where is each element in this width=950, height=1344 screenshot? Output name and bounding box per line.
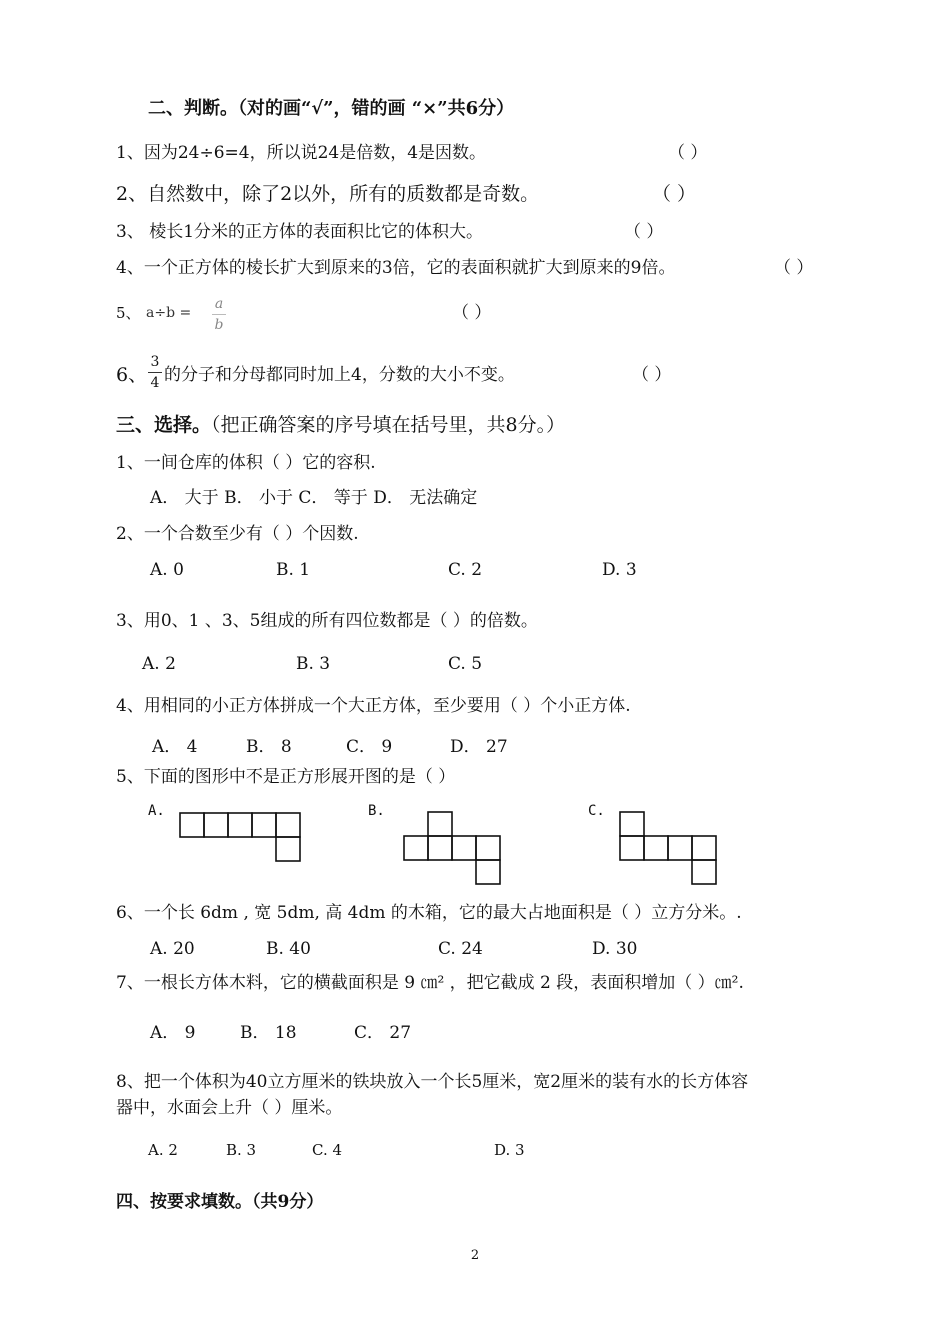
page-number: 2 xyxy=(470,1248,480,1263)
judge-q2-paren: （ ） xyxy=(652,183,697,205)
choice-q4-option-a: A． 4 xyxy=(152,737,198,757)
judge-q5-expr: a÷b = xyxy=(146,305,192,321)
section-3-title-rest: （把正确答案的序号填在括号里，共8分。） xyxy=(211,414,566,436)
choice-q3-option-b: B. 3 xyxy=(296,654,331,674)
choice-q3: 3、用0、1 、3、5组成的所有四位数都是（ ）的倍数。 xyxy=(116,611,538,631)
judge-q5-number: 5、 xyxy=(116,304,141,322)
choice-q4: 4、用相同的小正方体拼成一个大正方体，至少要用（ ）个小正方体. xyxy=(116,696,631,716)
choice-q8-option-c: C. 4 xyxy=(312,1141,343,1159)
choice-q1-options: A． 大于 B． 小于 C． 等于 D． 无法确定 xyxy=(150,488,478,508)
choice-q8-option-a: A. 2 xyxy=(148,1141,178,1159)
judge-q1-paren: （ ） xyxy=(668,143,708,163)
choice-q6-option-c: C. 24 xyxy=(438,939,483,959)
section-4-title: 四、按要求填数。（共9分） xyxy=(116,1192,324,1212)
choice-q2: 2、一个合数至少有（ ）个因数. xyxy=(116,524,359,544)
judge-q6-paren: （ ） xyxy=(632,365,672,385)
choice-q5-option-b: B. xyxy=(368,803,385,819)
choice-q2-option-b: B. 1 xyxy=(276,560,311,580)
choice-q4-option-d: D． 27 xyxy=(450,737,508,757)
judge-q3-paren: （ ） xyxy=(624,222,664,242)
choice-q6-option-a: A. 20 xyxy=(150,939,195,959)
choice-q8-line2: 器中，水面会上升（ ）厘米。 xyxy=(116,1098,343,1118)
choice-q8-option-b: B. 3 xyxy=(226,1141,257,1159)
section-2-title: 二、判断。（对的画“√”，错的画 “×”共6分） xyxy=(148,98,515,119)
choice-q2-option-d: D. 3 xyxy=(602,560,637,580)
judge-q6-fraction xyxy=(148,354,162,391)
choice-q1: 1、一间仓库的体积（ ）它的容积. xyxy=(116,453,376,473)
choice-q5: 5、下面的图形中不是正方形展开图的是（ ） xyxy=(116,767,456,787)
choice-q6-option-d: D. 30 xyxy=(592,939,638,959)
fraction-bar xyxy=(148,372,162,373)
choice-q3-option-c: C. 5 xyxy=(448,654,483,674)
judge-q3: 3、 棱长1分米的正方体的表面积比它的体积大。 xyxy=(116,222,484,242)
choice-q6: 6、一个长 6dm , 宽 5dm, 高 4dm 的木箱，它的最大占地面积是（ ）立方分米。. xyxy=(116,903,742,923)
fraction-numerator: 3 xyxy=(150,354,160,370)
net-diagram-c xyxy=(618,810,720,888)
choice-q8-option-d: D. 3 xyxy=(494,1141,525,1159)
choice-q7-option-b: B． 18 xyxy=(240,1023,297,1043)
section-3-title-bold: 三、选择。 xyxy=(116,414,212,436)
choice-q7: 7、一根长方体木料，它的横截面积是 9 ㎝² ，把它截成 2 段，表面积增加（ ）㎝². xyxy=(116,973,744,993)
judge-q4-paren: （ ） xyxy=(774,258,814,278)
judge-q1: 1、因为24÷6=4，所以说24是倍数，4是因数。 xyxy=(116,143,487,163)
choice-q8-line1: 8、把一个体积为40立方厘米的铁块放入一个长5厘米，宽2厘米的装有水的长方体容 xyxy=(116,1072,749,1092)
judge-q6-number: 6、 xyxy=(116,364,148,386)
judge-q6: 的分子和分母都同时加上4，分数的大小不变。 xyxy=(164,365,515,385)
section-3-title xyxy=(116,414,565,437)
choice-q6-option-b: B. 40 xyxy=(266,939,311,959)
judge-q2: 2、自然数中，除了2以外，所有的质数都是奇数。 xyxy=(116,183,540,205)
choice-q2-option-c: C. 2 xyxy=(448,560,483,580)
net-diagram-a xyxy=(178,810,304,864)
choice-q2-option-a: A. 0 xyxy=(150,560,184,580)
choice-q5-option-c: C. xyxy=(588,803,605,819)
choice-q4-option-b: B． 8 xyxy=(246,737,292,757)
fraction-denominator: b xyxy=(214,317,224,333)
fraction-denominator: 4 xyxy=(150,375,160,391)
judge-q5-paren: （ ） xyxy=(452,303,492,323)
fraction-numerator: a xyxy=(214,296,224,312)
fraction-bar xyxy=(212,314,226,315)
choice-q7-option-c: C． 27 xyxy=(354,1023,412,1043)
choice-q4-option-c: C． 9 xyxy=(346,737,393,757)
net-diagram-b xyxy=(402,810,502,888)
choice-q7-option-a: A． 9 xyxy=(150,1023,196,1043)
judge-q5-fraction xyxy=(212,296,226,333)
choice-q5-option-a: A. xyxy=(148,803,165,819)
judge-q4: 4、一个正方体的棱长扩大到原来的3倍，它的表面积就扩大到原来的9倍。 xyxy=(116,258,676,278)
choice-q3-option-a: A. 2 xyxy=(142,654,176,674)
